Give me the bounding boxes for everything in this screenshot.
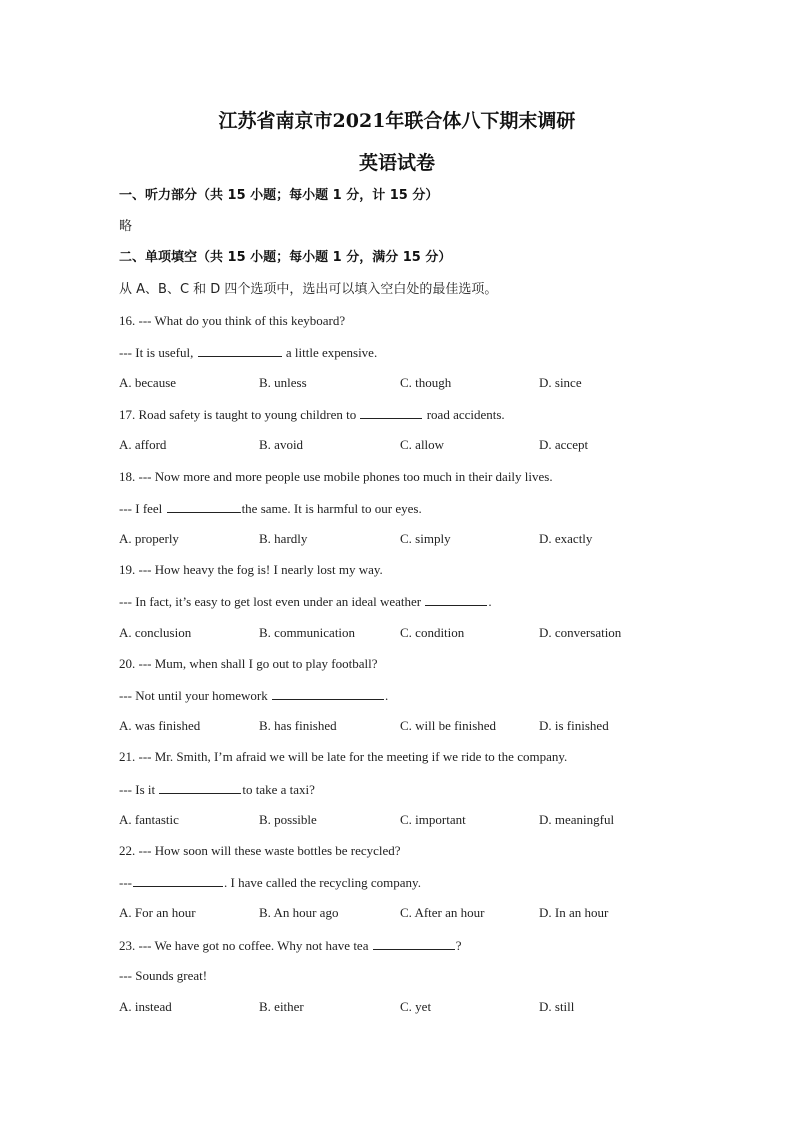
option-b: B. hardly [259,531,308,546]
question-text: 16. --- What do you think of this keyboard? [119,313,346,328]
question-text: . [488,594,492,609]
question-19-line-1 [119,562,383,578]
option-a: A. For an hour [119,905,196,920]
option-d: D. exactly [539,531,593,546]
option-c: C. yet [400,999,432,1014]
option-d: D. since [539,375,582,390]
question-text: 17. Road safety is taught to young children to [119,407,360,422]
question-18-line-2 [119,500,422,517]
option-c: C. though [400,375,452,390]
question-text: . [385,688,389,703]
question-text: --- Sounds great! [119,968,208,983]
option-c: C. important [400,812,466,827]
question-text: ? [455,938,462,953]
question-18-options [119,531,679,547]
question-21-line-2 [119,781,315,798]
question-21-options [119,812,679,828]
single-choice-section-heading: 二、单项填空（共 15 小题；每小题 1 分，满分 15 分） [119,250,452,265]
question-text: --- Not until your homework [119,688,272,703]
option-c: C. simply [400,531,451,546]
question-22-options [119,905,679,921]
question-16-line-2 [119,344,377,361]
option-d: D. still [539,999,575,1014]
option-a: A. afford [119,437,167,452]
listening-section-heading: 一、听力部分（共 15 小题；每小题 1 分，计 15 分） [119,188,439,203]
question-16-options [119,375,679,391]
exam-title: 江苏省南京市2021年联合体八下期末调研 [218,110,576,132]
answer-blank [360,406,422,419]
question-text: 23. --- We have got no coffee. Why not have tea [119,938,372,953]
question-17-options [119,437,679,453]
question-text: 22. --- How soon will these waste bottles be recycled? [119,843,401,858]
option-d: D. accept [539,437,589,452]
answer-blank [198,344,282,357]
question-text: --- [119,875,132,890]
option-a: A. fantastic [119,812,179,827]
question-17-line-1 [119,406,505,423]
single-choice-instruction: 从 A、B、C 和 D 四个选项中，选出可以填入空白处的最佳选项。 [119,282,498,297]
question-19-options [119,625,679,641]
option-c: C. will be finished [400,718,497,733]
question-20-line-1 [119,656,378,672]
question-16-line-1 [119,313,345,329]
option-b: B. communication [259,625,356,640]
answer-blank [133,874,223,887]
question-20-options [119,718,679,734]
option-b: B. either [259,999,304,1014]
question-23-line-2 [119,968,207,984]
question-23-options [119,999,679,1015]
option-b: B. An hour ago [259,905,339,920]
option-a: A. was finished [119,718,201,733]
question-23-line-1 [119,937,462,954]
option-d: D. conversation [539,625,622,640]
option-a: A. properly [119,531,179,546]
option-c: C. condition [400,625,465,640]
question-text: 18. --- Now more and more people use mobile phones too much in their daily lives. [119,469,553,484]
option-a: A. conclusion [119,625,192,640]
question-text: road accidents. [423,407,505,422]
option-b: B. avoid [259,437,304,452]
answer-blank [272,687,384,700]
option-c: C. allow [400,437,445,452]
answer-blank [425,593,487,606]
question-text: a little expensive. [282,345,378,360]
answer-blank [159,781,241,794]
question-text: --- In fact, it’s easy to get lost even under an ideal weather [119,594,425,609]
option-b: B. possible [259,812,317,827]
option-c: C. After an hour [400,905,485,920]
question-text: --- I feel [119,501,166,516]
question-text: 19. --- How heavy the fog is! I nearly lost my way. [119,562,383,577]
question-text: --- It is useful, [119,345,197,360]
question-text: the same. It is harmful to our eyes. [241,501,422,516]
question-text: --- Is it [119,782,159,797]
question-text: . I have called the recycling company. [224,875,421,890]
question-21-line-1 [119,749,567,765]
question-22-line-2 [119,874,421,891]
option-a: A. instead [119,999,172,1014]
answer-blank [373,937,455,950]
listening-note: 略 [119,219,133,234]
exam-subtitle: 英语试卷 [358,152,435,174]
question-text: to take a taxi? [242,782,315,797]
option-b: B. unless [259,375,307,390]
answer-blank [167,500,241,513]
question-20-line-2 [119,687,388,704]
question-text: 21. --- Mr. Smith, I’m afraid we will be late for the meeting if we ride to the company. [119,749,568,764]
option-d: D. meaningful [539,812,615,827]
option-d: D. In an hour [539,905,609,920]
option-a: A. because [119,375,177,390]
option-d: D. is finished [539,718,609,733]
question-18-line-1 [119,469,553,485]
question-22-line-1 [119,843,401,859]
question-text: 20. --- Mum, when shall I go out to play football? [119,656,378,671]
question-19-line-2 [119,593,492,610]
option-b: B. has finished [259,718,337,733]
